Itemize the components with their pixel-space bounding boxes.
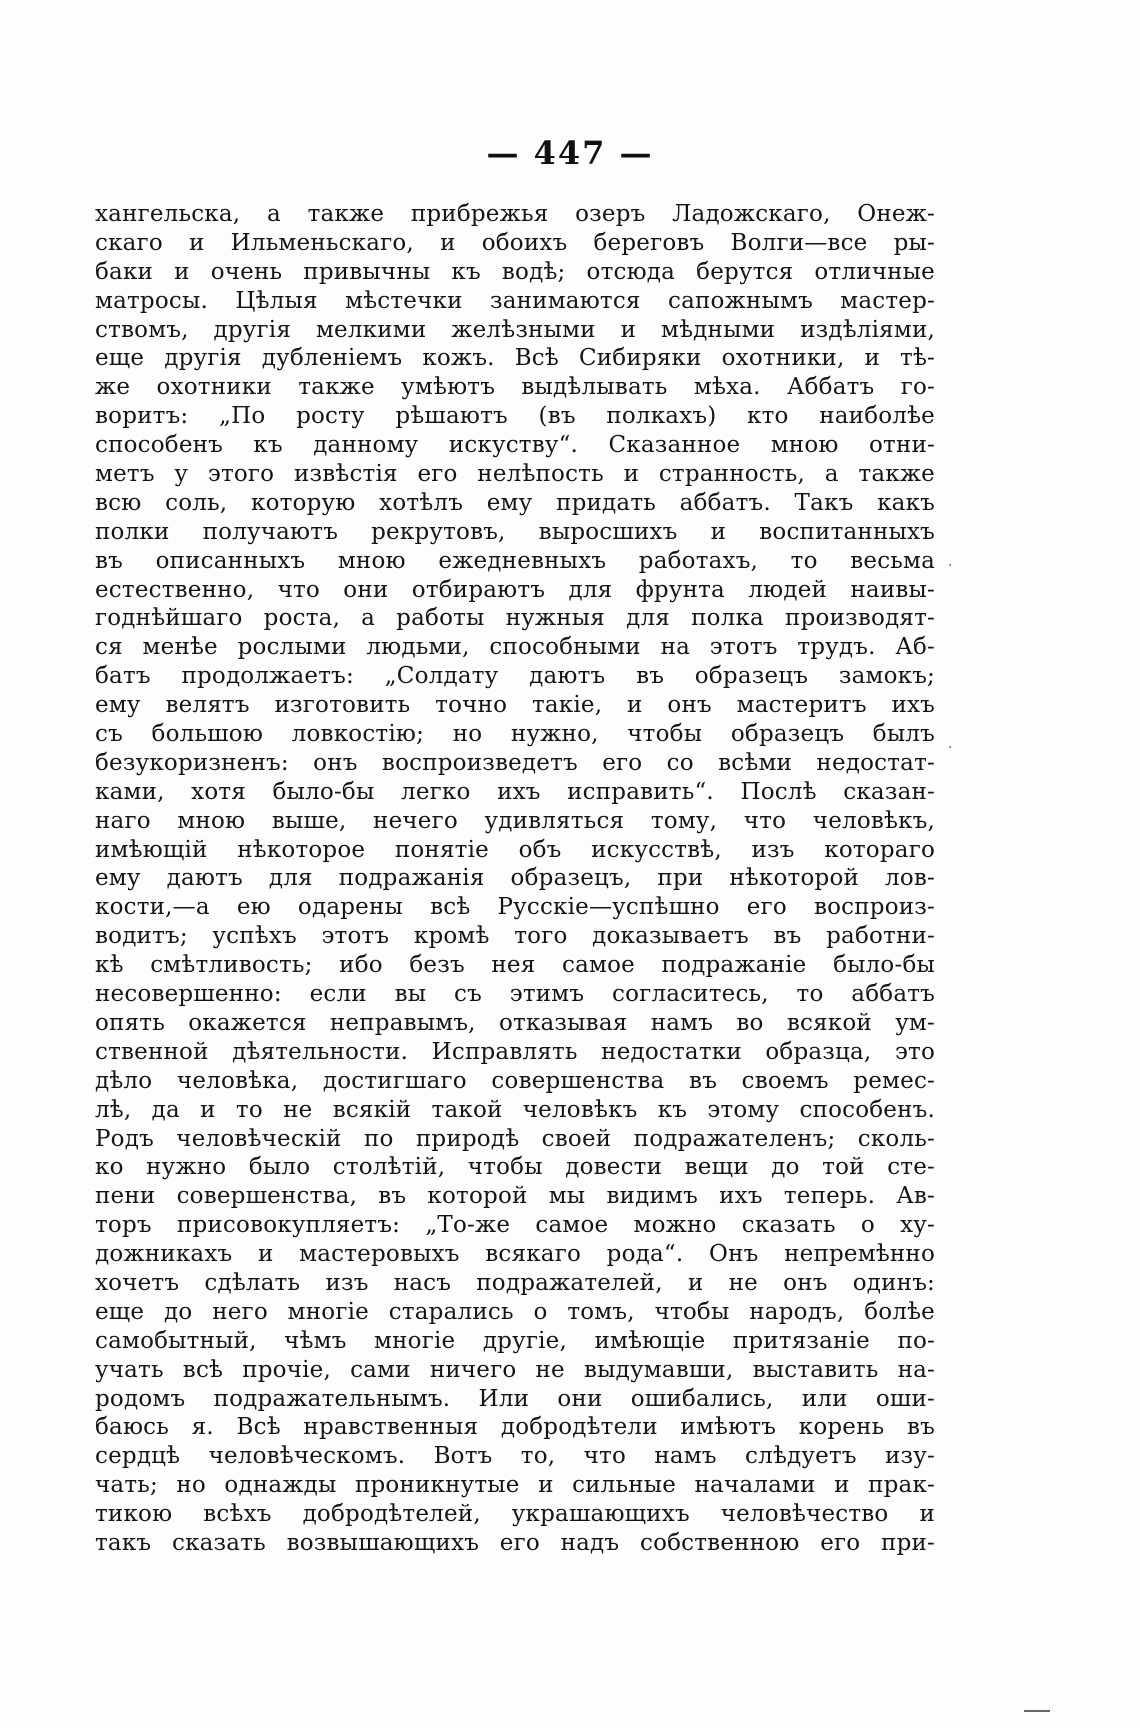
text-line: ему даютъ для подражанія образецъ, при нѣкоторой лов- xyxy=(95,865,935,892)
text-line: метъ у этого извѣстія его нелѣпость и странность, а также xyxy=(95,461,935,488)
text-line: матросы. Цѣлыя мѣстечки занимаются сапожнымъ мастер- xyxy=(95,287,935,314)
text-line: такъ сказать возвышающихъ его надъ собственною его при- xyxy=(95,1529,935,1556)
text-line: способенъ къ данному искуству“. Сказанное мною отни- xyxy=(95,432,935,459)
text-line: учать всѣ прочіе, сами ничего не выдумавши, выставить на- xyxy=(95,1356,935,1383)
scan-edge-mark xyxy=(1024,1710,1050,1712)
text-line: кѣ смѣтливость; ибо безъ нея самое подражаніе было-бы xyxy=(95,952,935,979)
text-line: самобытный, чѣмъ многіе другіе, имѣющіе притязаніе по- xyxy=(95,1327,935,1354)
text-line: дожникахъ и мастеровыхъ всякаго рода“. Онъ непремѣнно xyxy=(95,1241,935,1268)
text-line: дѣло человѣка, достигшаго совершенства въ своемъ ремес- xyxy=(95,1067,935,1094)
text-line: баюсь я. Всѣ нравственныя добродѣтели имѣютъ корень въ xyxy=(95,1414,935,1441)
body-text xyxy=(95,200,935,1558)
text-line: тикою всѣхъ добродѣтелей, украшающихъ человѣчество и xyxy=(95,1501,935,1528)
text-line: еще до него многіе старались о томъ, чтобы народъ, болѣе xyxy=(95,1298,935,1325)
text-line: родомъ подражательнымъ. Или они ошибались, или оши- xyxy=(95,1385,935,1412)
text-line: чать; но однажды проникнутые и сильные началами и прак- xyxy=(95,1472,935,1499)
text-line: хангельска, а также прибрежья озеръ Ладожскаго, Онеж- xyxy=(95,201,935,227)
text-line: батъ продолжаетъ: „Солдату даютъ въ образецъ замокъ; xyxy=(95,663,935,690)
text-line: лѣ, да и то не всякій такой человѣкъ къ этому способенъ. xyxy=(95,1096,935,1123)
text-line: водитъ; успѣхъ этотъ кромѣ того доказываетъ въ работни- xyxy=(95,923,935,950)
text-line: несовершенно: если вы съ этимъ согласитесь, то аббатъ xyxy=(95,981,935,1008)
text-line: кости,—а ею одарены всѣ Русскіе—успѣшно его воспроиз- xyxy=(95,894,935,921)
text-line: же охотники также умѣютъ выдѣлывать мѣха. Аббатъ го- xyxy=(95,374,935,401)
page-number: — 447 — xyxy=(486,134,654,172)
text-line: ко нужно было столѣтій, чтобы довести вещи до той сте- xyxy=(95,1154,935,1181)
text-line: пени совершенства, въ которой мы видимъ ихъ теперь. Ав- xyxy=(95,1183,935,1210)
text-line: полки получаютъ рекрутовъ, выросшихъ и воспитанныхъ xyxy=(95,518,935,545)
text-line: безукоризненъ: онъ воспроизведетъ его со всѣми недостат- xyxy=(95,749,935,776)
text-line: годнѣйшаго роста, а работы нужныя для полка производят- xyxy=(95,605,935,632)
text-line: ствомъ, другія мелкими желѣзными и мѣдными издѣліями, xyxy=(95,316,935,343)
text-line: всю соль, которую хотѣлъ ему придать аббатъ. Такъ какъ xyxy=(95,489,935,516)
text-line: хочетъ сдѣлать изъ насъ подражателей, и не онъ одинъ: xyxy=(95,1269,935,1296)
text-line: скаго и Ильменьскаго, и обоихъ береговъ Волги—все ры- xyxy=(95,229,935,256)
text-line: Родъ человѣческій по природѣ своей подражателенъ; сколь- xyxy=(95,1125,935,1152)
text-line: ственной дѣятельности. Исправлять недостатки образца, это xyxy=(95,1038,935,1065)
text-line: въ описанныхъ мною ежедневныхъ работахъ, то весьма xyxy=(95,547,935,574)
text-line: торъ присовокупляетъ: „То-же самое можно сказать о ху- xyxy=(95,1212,935,1239)
text-line: ему велятъ изготовить точно такіе, и онъ мастеритъ ихъ xyxy=(95,692,935,719)
text-line: наго мною выше, нечего удивляться тому, что человѣкъ, xyxy=(95,807,935,834)
text-line: сердцѣ человѣческомъ. Вотъ то, что намъ слѣдуетъ изу- xyxy=(95,1443,935,1470)
text-line: воритъ: „По росту рѣшаютъ (въ полкахъ) кто наиболѣе xyxy=(95,403,935,430)
text-line: съ большою ловкостію; но нужно, чтобы образецъ былъ xyxy=(95,721,935,748)
text-line: еще другія дубленіемъ кожъ. Всѣ Сибиряки охотники, и тѣ- xyxy=(95,345,935,372)
text-line: опять окажется неправымъ, отказывая намъ во всякой ум- xyxy=(95,1009,935,1036)
text-line: ся менѣе рослыми людьми, способными на этотъ трудъ. Аб- xyxy=(95,634,935,661)
text-line: ками, хотя было-бы легко ихъ исправить“. Послѣ сказан- xyxy=(95,778,935,805)
text-line: баки и очень привычны къ водѣ; отсюда берутся отличные xyxy=(95,258,935,285)
margin-speck: · xyxy=(948,558,953,574)
text-line: естественно, что они отбираютъ для фрунта людей наивы- xyxy=(95,576,935,603)
text-line: имѣющій нѣкоторое понятіе объ искусствѣ, изъ котораго xyxy=(95,836,935,863)
margin-speck: · xyxy=(948,740,953,756)
